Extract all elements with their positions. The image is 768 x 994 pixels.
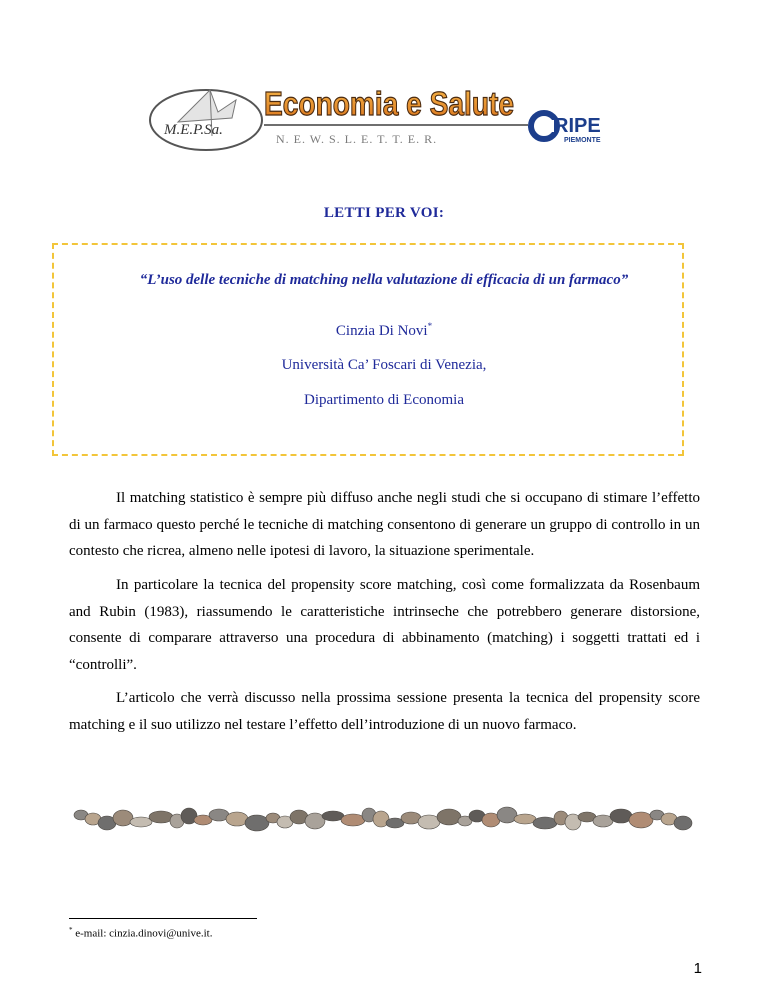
pebble — [130, 817, 152, 827]
pebble — [514, 814, 536, 824]
pebble — [341, 814, 365, 826]
ripe-logo — [528, 110, 610, 146]
author-footnote-mark: * — [427, 321, 433, 331]
pebble — [610, 809, 632, 823]
section-title: LETTI PER VOI: — [323, 205, 445, 221]
pebble — [629, 812, 653, 828]
newsletter-label: N. E. W. S. L. E. T. T. E. R. — [276, 132, 438, 146]
ripe-logo-text: RIPE — [554, 115, 601, 137]
pebble — [322, 811, 344, 821]
page-number: 1 — [693, 960, 702, 977]
footnote — [69, 926, 212, 940]
article-title: “L’uso delle tecniche di matching nella valutazione di efficacia di un farmaco” — [139, 272, 629, 288]
pebble — [674, 816, 692, 830]
author-name — [0, 321, 768, 340]
masthead-title — [260, 80, 518, 124]
body-paragraph-3-text: L’articolo che verrà discusso nella prossima sessione presenta la tecnica del propensity score matching e il suo utilizzo nel testare l’effetto dell’introduzione di un nuovo farmaco. — [69, 690, 700, 733]
body-paragraph-3 — [69, 685, 700, 738]
body-paragraph-2 — [69, 572, 700, 678]
author-name-text: Cinzia Di Novi — [335, 323, 428, 339]
pebble — [533, 817, 557, 829]
footnote-email: e-mail: cinzia.dinovi@unive.it. — [75, 927, 213, 940]
mepsa-logo-text: M.E.P.Sa. — [164, 122, 223, 138]
pebble — [245, 815, 269, 831]
footnote-mark: * — [69, 926, 73, 934]
masthead-rule — [264, 124, 528, 126]
mepsa-logo — [148, 82, 266, 154]
pebble — [437, 809, 461, 825]
pebble — [149, 811, 173, 823]
newsletter-header — [148, 80, 618, 162]
body-paragraph-1-text: Il matching statistico è sempre più diffuso anche negli studi che si occupano di stimare l’effetto di un farmaco questo perché le tecniche di matching consentono di generare un gruppo di controllo in un contesto che ricrea, almeno nelle ipotesi di lavoro, la situazione sperimentale. — [69, 490, 700, 559]
body-paragraph-1 — [69, 485, 700, 565]
pebble — [226, 812, 248, 826]
pebble — [497, 807, 517, 823]
masthead-title-text: Economia e Salute — [264, 85, 514, 122]
body-paragraph-2-text: In particolare la tecnica del propensity score matching, così come formalizzata da Rosenbaum and Rubin (1983), riassumendo le caratteristiche intrinseche che potrebbero generare distorsione, consente di comparare attraverso una procedura di abbinamento (matching) i soggetti trattati ed i “controlli”. — [69, 577, 700, 673]
pebble-divider — [68, 797, 688, 841]
ripe-logo-subtext: PIEMONTE — [564, 137, 601, 144]
pebble — [113, 810, 133, 826]
author-affiliation-university: Università Ca’ Foscari di Venezia, — [281, 357, 487, 373]
author-affiliation-department: Dipartimento di Economia — [304, 392, 464, 408]
footnote-rule — [69, 918, 257, 919]
pebble — [418, 815, 440, 829]
